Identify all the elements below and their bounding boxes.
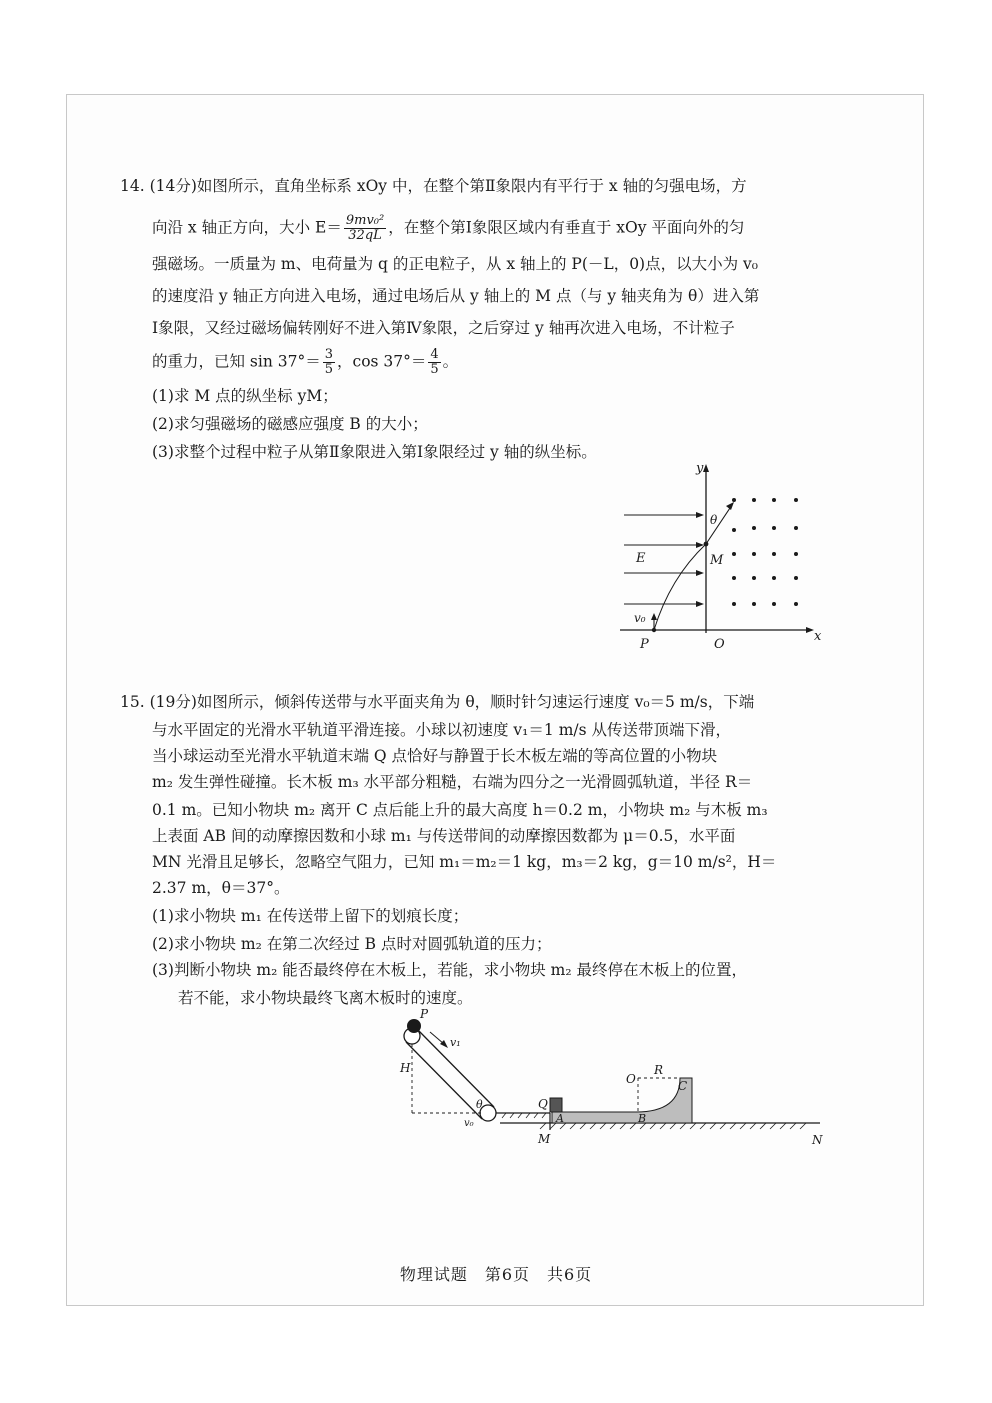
page-footer: 物理试题 第6页 共6页: [399, 1265, 593, 1284]
point-p: [652, 628, 656, 632]
q14-line-1: 14. (14分)如图所示，直角坐标系 xOy 中，在整个第Ⅱ象限内有平行于 x 轴的匀强电场，方: [120, 177, 747, 195]
q14-sub-3: (3)求整个过程中粒子从第Ⅱ象限进入第Ⅰ象限经过 y 轴的纵坐标。: [152, 443, 597, 461]
q-label: Q: [538, 1097, 548, 1111]
r-label: R: [654, 1063, 664, 1077]
q14-line-2: [152, 214, 744, 243]
q14-sub-2: (2)求匀强磁场的磁感应强度 B 的大小；: [152, 415, 428, 433]
o-label: O: [714, 637, 725, 652]
y-axis-arrow: [703, 464, 709, 472]
cos-numerator: 4: [430, 347, 439, 362]
q14-line-6c: 。: [442, 352, 459, 371]
sin-denominator: 5: [324, 362, 334, 377]
field-arrow-1: [696, 512, 704, 518]
theta-label: θ: [476, 1098, 483, 1111]
q15-line-1: 15. (19分)如图所示，倾斜传送带与水平面夹角为 θ，顺时针匀速运行速度 v₀＝5 m/s，下端: [120, 693, 755, 711]
q15-figure: [390, 1008, 835, 1156]
q14-figure: [610, 458, 840, 658]
q15-sub-3b: 若不能，求小物块最终飞离木板时的速度。: [178, 989, 473, 1007]
q14-line-3: 强磁场。一质量为 m、电荷量为 q 的正电粒子，从 x 轴上的 P(－L，0)点，以大小为 v₀: [152, 255, 759, 273]
q15-line-3: 当小球运动至光滑水平轨道末端 Q 点恰好与静置于长木板左端的等高位置的小物块: [152, 747, 718, 765]
q14-line-6a: 的重力，已知 sin 37°＝: [152, 352, 321, 371]
sin-fraction: [323, 348, 335, 377]
x-axis-label: x: [814, 629, 822, 644]
block-m2: [550, 1098, 562, 1112]
q15-line-7: MN 光滑且足够长，忽略空气阻力，已知 m₁＝m₂＝1 kg，m₃＝2 kg，g＝10 m/s²，H＝: [152, 853, 777, 871]
field-arrow-3: [696, 570, 704, 576]
e-fraction: [344, 214, 386, 243]
velocity-arrowhead: [726, 502, 734, 510]
ground-hatch: [540, 1123, 806, 1129]
x-axis-arrow: [806, 627, 814, 633]
o-label: O: [626, 1072, 636, 1086]
cos-fraction: [428, 348, 440, 377]
theta-label: θ: [710, 513, 718, 527]
particle-path: [654, 544, 706, 630]
q15-sub-1: (1)求小物块 m₁ 在传送带上留下的划痕长度；: [152, 907, 469, 925]
e-denominator: 32qL: [348, 228, 382, 243]
q15-line-5: 0.1 m。已知小物块 m₂ 离开 C 点后能上升的最大高度 h＝0.2 m，小物块 m₂ 与木板 m₃: [152, 801, 768, 819]
cos-denominator: 5: [430, 362, 439, 377]
b-label: B: [638, 1112, 647, 1125]
p-label: P: [640, 637, 649, 652]
v0-arrow: [651, 613, 657, 620]
c-label: C: [678, 1079, 688, 1093]
p-label: P: [420, 1008, 429, 1021]
v1-label: v₁: [450, 1036, 461, 1049]
q14-line-5: Ⅰ象限，又经过磁场偏转刚好不进入第Ⅳ象限，之后穿过 y 轴再次进入电场，不计粒子: [152, 319, 735, 337]
q15-line-8: 2.37 m，θ＝37°。: [152, 879, 290, 897]
q14-line-2a: 向沿 x 轴正方向，大小 E＝: [152, 218, 342, 237]
q14-line-6b: ，cos 37°＝: [337, 352, 427, 371]
ball-p: [407, 1019, 421, 1033]
field-arrow-4: [696, 601, 704, 607]
m-label: M: [710, 553, 724, 568]
n-label: N: [812, 1133, 823, 1147]
y-axis-label: y: [696, 461, 704, 476]
q15-line-6: 上表面 AB 间的动摩擦因数和小球 m₁ 与传送带间的动摩擦因数都为 μ＝0.5，水平面: [152, 827, 736, 845]
q15-line-4: m₂ 发生弹性碰撞。长木板 m₃ 水平部分粗糙，右端为四分之一光滑圆弧轨道，半径 R＝: [152, 773, 753, 791]
board-m3: [552, 1078, 692, 1123]
q14-line-6: [152, 348, 458, 377]
a-label: A: [556, 1112, 564, 1125]
e-numerator: 9mv₀²: [345, 213, 385, 228]
sin-numerator: 3: [324, 347, 334, 362]
magnetic-field-dots: [732, 498, 798, 606]
q15-sub-3a: (3)判断小物块 m₂ 能否最终停在木板上，若能，求小物块 m₂ 最终停在木板上的位置，: [152, 961, 747, 979]
m-label: M: [538, 1132, 551, 1146]
v0-label: v₀: [464, 1118, 474, 1129]
q15-sub-2: (2)求小物块 m₂ 在第二次经过 B 点时对圆弧轨道的压力；: [152, 935, 552, 953]
h-label: H: [400, 1061, 411, 1075]
e-field-label: E: [636, 551, 646, 566]
q15-line-2: 与水平固定的光滑水平轨道平滑连接。小球以初速度 v₁＝1 m/s 从传送带顶端下滑，: [152, 721, 731, 739]
v0-label: v₀: [634, 611, 646, 625]
q14-sub-1: (1)求 M 点的纵坐标 yM；: [152, 387, 338, 405]
q14-line-2b: ，在整个第Ⅰ象限区域内有垂直于 xOy 平面向外的匀: [388, 218, 745, 237]
q14-line-4: 的速度沿 y 轴正方向进入电场，通过电场后从 y 轴上的 M 点（与 y 轴夹角为 θ）进入第: [152, 287, 760, 305]
